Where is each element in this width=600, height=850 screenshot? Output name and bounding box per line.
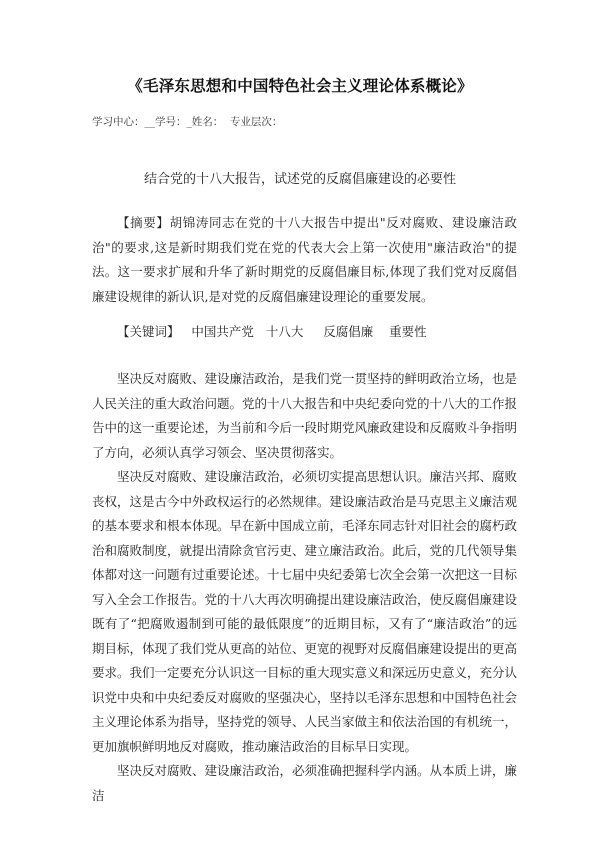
document-title: 《毛泽东思想和中国特色社会主义理论体系概论》 [127,76,473,95]
body-paragraph-1: 坚决反对腐败、建设廉洁政治，是我们党一贯坚持的鲜明政治立场，也是人民关注的重大政治问题。党的十八大报告和中央纪委向党的十八大的工作报告中的这一重要论述，为当前和今后一段时期党风廉政建设和反腐败斗争指明了方向，必须认真学习领会、坚决贯彻落实。 [92,371,518,460]
student-info-line: 学习中心：__学号：_姓名： 专业层次： [92,116,283,128]
body-paragraph-2: 坚决反对腐败、建设廉洁政治，必须切实提高思想认识。廉洁兴邦、腐败丧权，这是古今中外政权运行的必然规律。建设廉洁政治是马克思主义廉洁观的基本要求和根本体现。早在新中国成立前，毛泽东同志针对旧社会的腐朽政治和腐败制度，就提出清除贪官污吏、建立廉洁政治。此后，党的几代领导集体都对这一问题有过重要论述。十七届中央纪委第七次全会第一次把这一目标写入全会工作报告。党的十八大再次明确提出建设廉洁政治，使反腐倡廉建设既有了“把腐败遏制到可能的最低限度”的近期目标，又有了“廉洁政治”的远期目标，体现了我们党从更高的站位、更宽的视野对反腐倡廉建设提出的更高要求。我们一定要充分认识这一目标的重大现实意义和深远历史意义，充分认识党中央和中央纪委反对腐败的坚强决心，坚持以毛泽东思想和中国特色社会主义理论体系为指导，坚持党的领导、人民当家做主和依法治国的有机统一，更加旗帜鲜明地反对腐败，推动廉洁政治的目标早日实现。 [92,469,518,754]
keywords-line: 【关键词】 中国共产党 十八大 反腐倡廉 重要性 [117,324,427,339]
essay-title: 结合党的十八大报告，试述党的反腐倡廉建设的必要性 [143,172,456,187]
abstract-paragraph: 【摘要】胡锦涛同志在党的十八大报告中提出"反对腐败、建设廉洁政治"的要求,这是新时期我们党在党的代表大会上第一次使用"廉洁政治"的提法。这一要求扩展和升华了新时期党的反腐倡廉目标,体现了我们党对反腐倡廉建设规律的新认识,是对党的反腐倡廉建设理论的重要发展。 [92,215,517,304]
body-text [92,367,517,808]
body-paragraph-3: 坚决反对腐败、建设廉洁政治，必须准确把握科学内涵。从本质上讲，廉洁 [92,763,518,803]
